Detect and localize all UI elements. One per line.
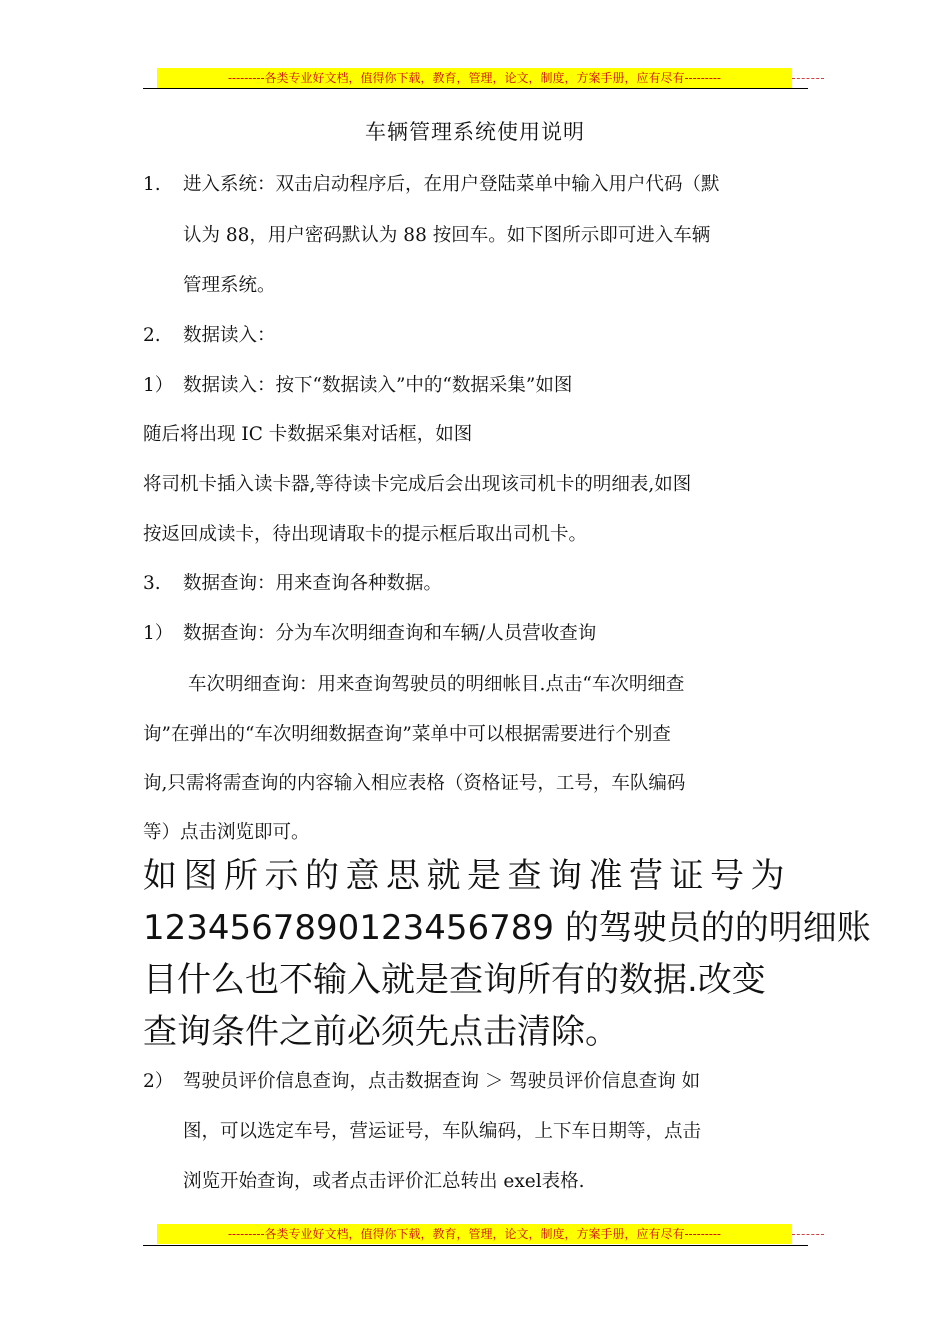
footer-rule — [143, 1245, 808, 1246]
subsection-3-2-text-1: 驾驶员评价信息查询，点击数据查询 ＞ 驾驶员评价信息查询 如 — [183, 1071, 701, 1092]
section-1-line-2: 认为 88，用户密码默认为 88 按回车。如下图所示即可进入车辆 — [183, 225, 711, 246]
detail-query-line-2: 询”在弹出的“车次明细数据查询”菜单中可以根据需要进行个别查 — [143, 724, 671, 745]
section-3-heading-text: 数据查询：用来查询各种数据。 — [183, 573, 443, 594]
section-1-number: 1. — [143, 174, 161, 195]
section-3-heading — [143, 559, 442, 608]
section-1-text-1: 进入系统：双击启动程序后，在用户登陆菜单中输入用户代码（默 — [183, 174, 720, 195]
footer-banner-dash — [792, 1234, 824, 1235]
document-title: 车辆管理系统使用说明 — [365, 120, 585, 144]
subsection-3-2-line-3: 浏览开始查询，或者点击评价汇总转出 exel表格. — [183, 1171, 585, 1192]
section-1-line-1 — [143, 160, 720, 209]
detail-query-line-3: 询,只需将需查询的内容输入相应表格（资格证号，工号，车队编码 — [143, 773, 686, 794]
detail-query-line-4: 等）点击浏览即可。 — [143, 822, 310, 843]
large-explanation-paragraph — [143, 850, 871, 1058]
header-banner-dash — [792, 78, 824, 79]
subsection-3-2-number: 2） — [143, 1071, 174, 1092]
subsection-3-1-text: 数据查询：分为车次明细查询和车辆/人员营收查询 — [183, 623, 597, 644]
subsection-3-1 — [143, 609, 596, 658]
header-rule — [143, 88, 808, 89]
header-banner: ---------各类专业好文档，值得你下载，教育，管理，论文，制度，方案手册，应有尽有--------- — [157, 68, 792, 88]
subsection-2-1-number: 1） — [143, 375, 174, 396]
subsection-3-2-line-2: 图，可以选定车号，营运证号，车队编码，上下车日期等，点击 — [183, 1121, 702, 1142]
subsection-3-1-number: 1） — [143, 623, 174, 644]
large-line-3: 目什么也不输入就是查询所有的数据.改变 — [143, 960, 766, 1000]
section-2-heading — [143, 311, 276, 360]
large-line-1: 如图所示的意思就是查询准营证号为 — [143, 856, 791, 896]
subsection-2-1-text: 数据读入：按下“数据读入”中的“数据采集”如图 — [183, 375, 573, 396]
ic-dialog-line: 随后将出现 IC 卡数据采集对话框，如图 — [143, 424, 473, 445]
detail-query-line-1: 车次明细查询：用来查询驾驶员的明细帐目.点击“车次明细查 — [188, 674, 685, 695]
large-line-4: 查询条件之前必须先点击清除。 — [143, 1012, 619, 1052]
section-2-number: 2. — [143, 325, 161, 346]
subsection-2-1 — [143, 361, 572, 410]
section-2-heading-text: 数据读入： — [183, 325, 276, 346]
section-3-number: 3. — [143, 573, 161, 594]
insert-card-line: 将司机卡插入读卡器,等待读卡完成后会出现该司机卡的明细表,如图 — [143, 474, 692, 495]
return-card-line: 按返回成读卡，待出现请取卡的提示框后取出司机卡。 — [143, 524, 588, 545]
subsection-3-2-line-1 — [143, 1057, 700, 1106]
large-line-2: 1234567890123456789 的驾驶员的的明细账 — [143, 908, 871, 948]
section-1-line-3: 管理系统。 — [183, 275, 276, 296]
footer-banner: ---------各类专业好文档，值得你下载，教育，管理，论文，制度，方案手册，应有尽有--------- — [157, 1224, 792, 1244]
